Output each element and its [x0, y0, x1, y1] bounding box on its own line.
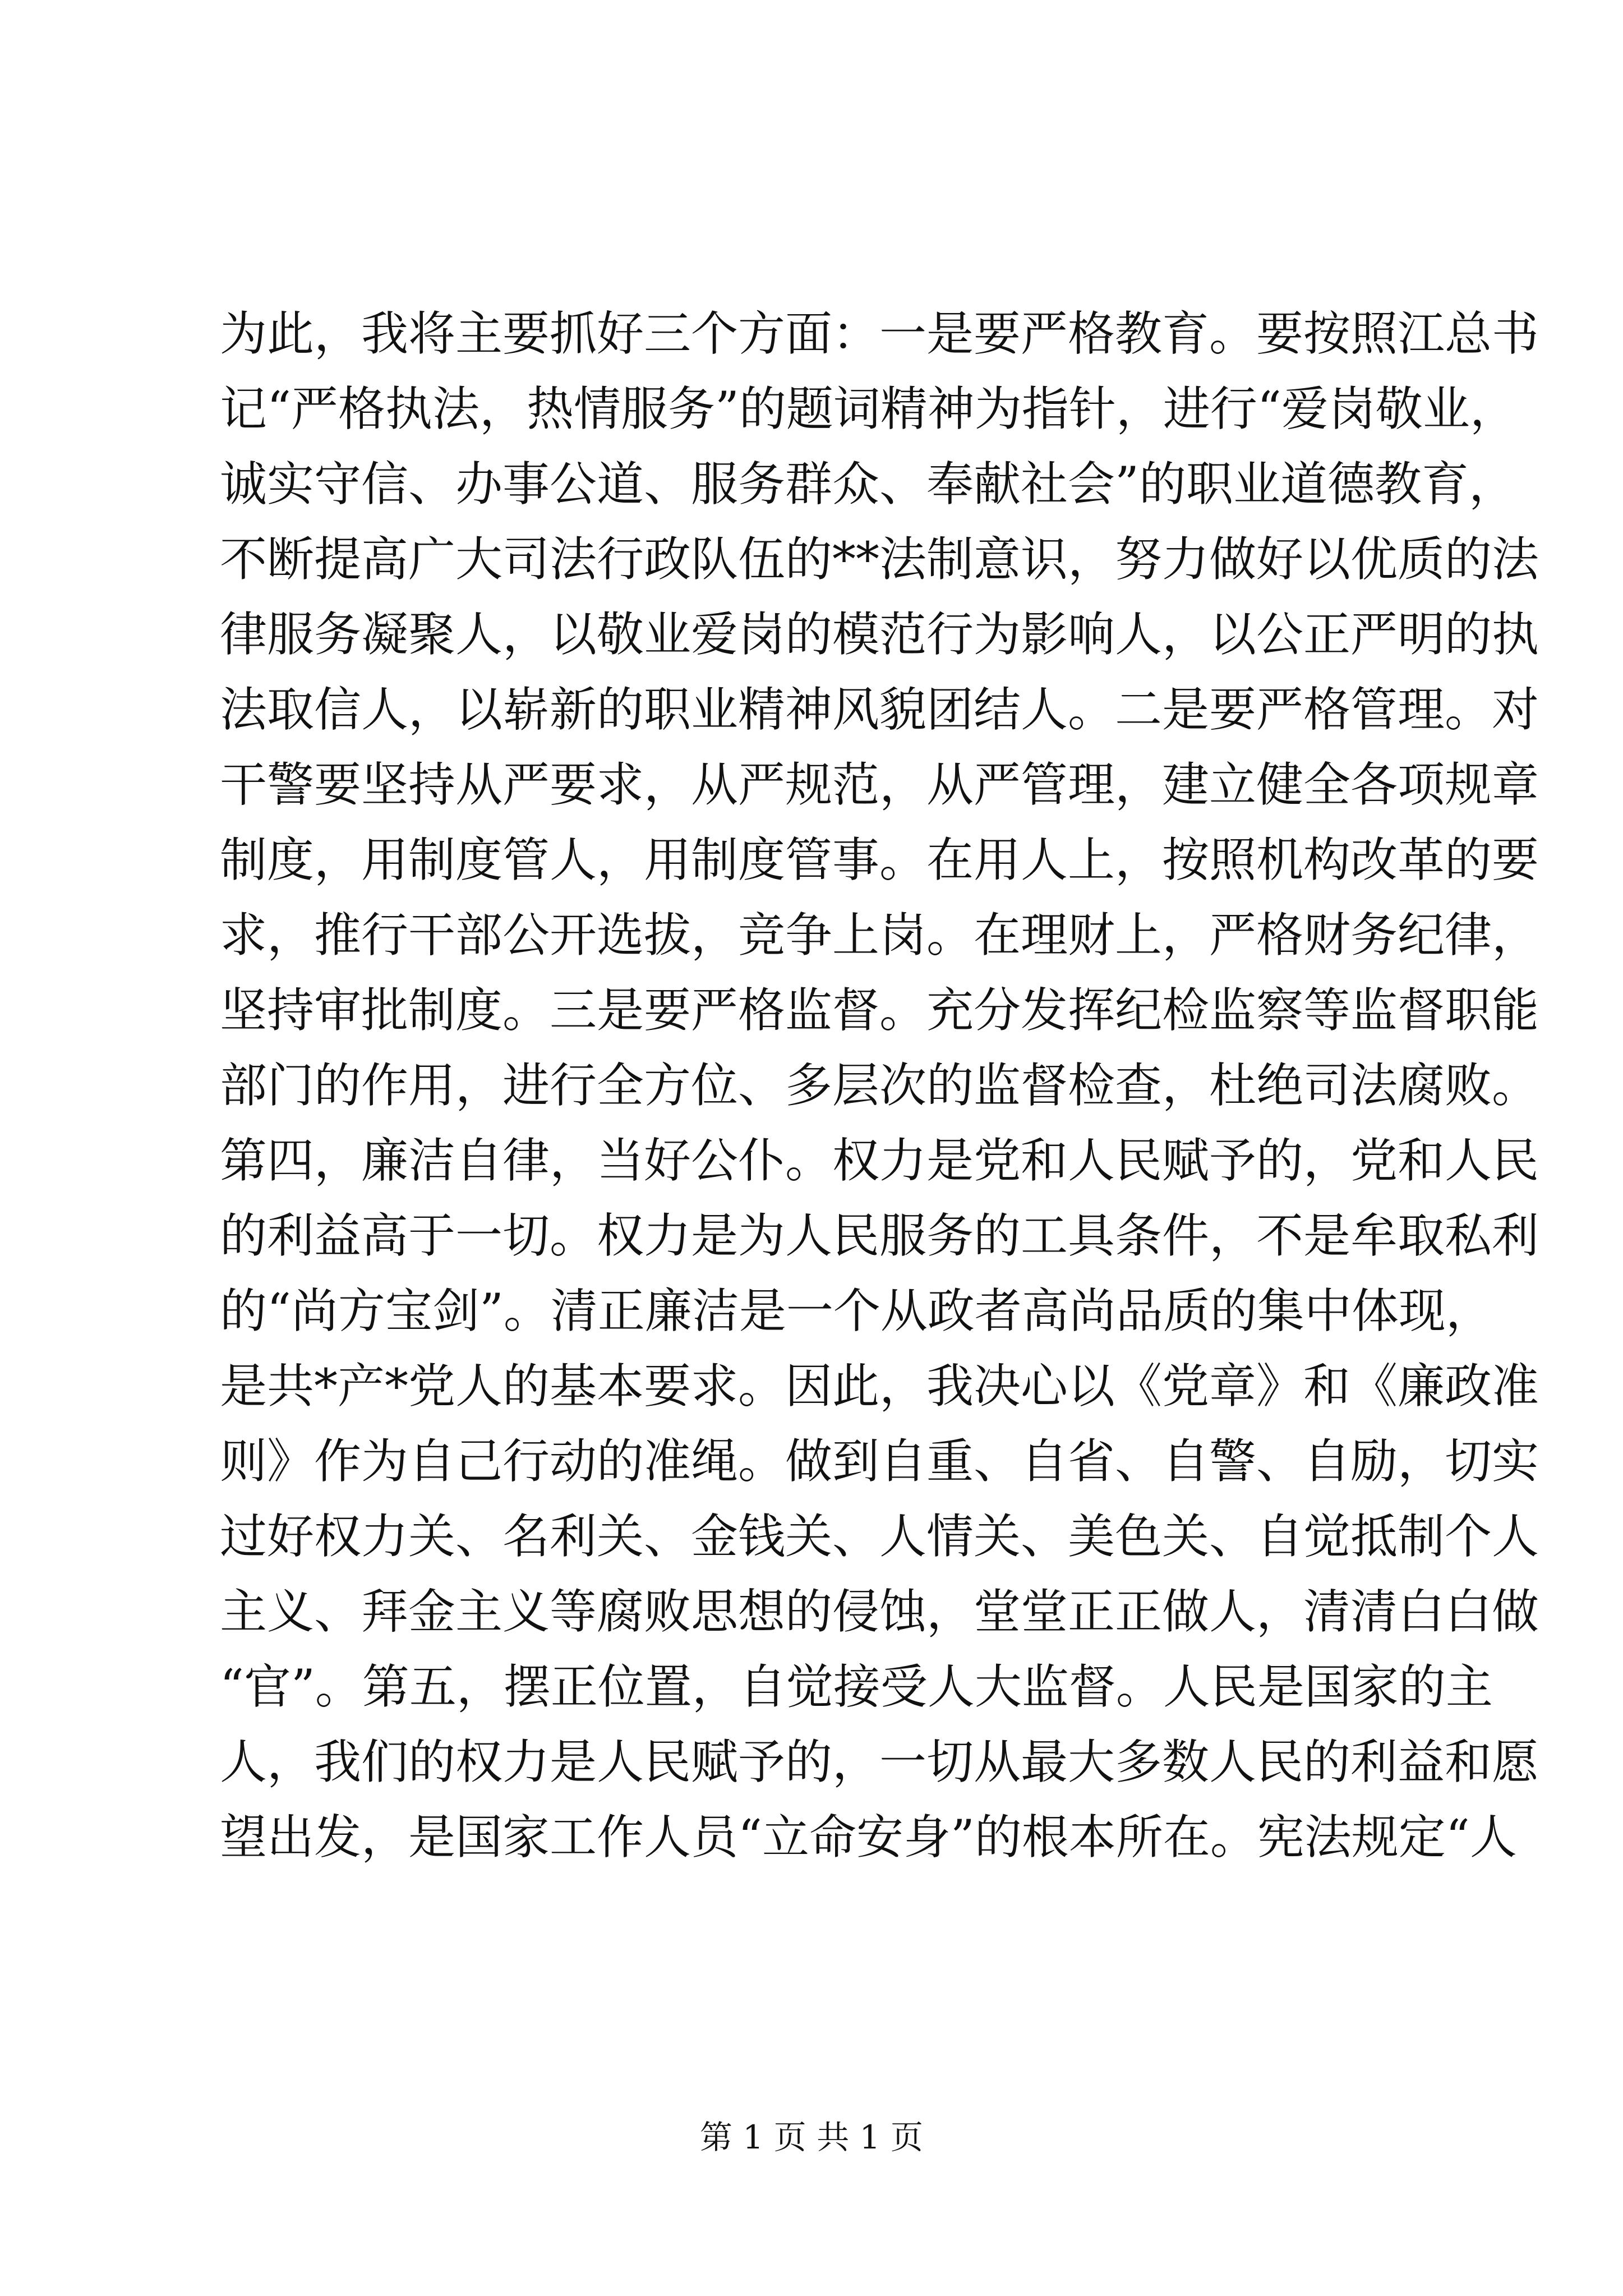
text-line: 过好权力关、名利关、金钱关、人情关、美色关、自觉抵制个人 — [220, 1509, 1539, 1564]
text-line: 律服务凝聚人，以敬业爱岗的模范行为影响人，以公正严明的执 — [220, 607, 1539, 662]
text-line: 部门的作用，进行全方位、多层次的监督检查，杜绝司法腐败。 — [220, 1058, 1539, 1113]
text-line: 第四，廉洁自律，当好公仆。权力是党和人民赋予的，党和人民 — [220, 1133, 1539, 1188]
text-line: 主义、拜金主义等腐败思想的侵蚀，堂堂正正做人，清清白白做 — [220, 1584, 1539, 1639]
text-line: 为此，我将主要抓好三个方面：一是要严格教育。要按照江总书 — [220, 306, 1539, 361]
body-text — [220, 296, 1539, 1875]
text-line: 则》作为自己行动的准绳。做到自重、自省、自警、自励，切实 — [220, 1434, 1539, 1489]
text-line: 法取信人，以崭新的职业精神风貌团结人。二是要严格管理。对 — [220, 682, 1539, 737]
text-line: 诚实守信、办事公道、服务群众、奉献社会”的职业道德教育， — [220, 457, 1516, 512]
text-line: 坚持审批制度。三是要严格监督。充分发挥纪检监察等监督职能 — [220, 983, 1539, 1038]
text-line: 干警要坚持从严要求，从严规范，从严管理，建立健全各项规章 — [220, 757, 1539, 812]
page-footer — [0, 2115, 1623, 2160]
text-line: 记“严格执法，热情服务”的题词精神为指针，进行“爱岗敬业， — [220, 381, 1517, 436]
text-line: 不断提高广大司法行政队伍的**法制意识，努力做好以优质的法 — [220, 532, 1539, 587]
text-line: 制度，用制度管人，用制度管事。在用人上，按照机构改革的要 — [220, 832, 1539, 887]
text-line: 是共*产*党人的基本要求。因此，我决心以《党章》和《廉政准 — [220, 1359, 1539, 1414]
text-line: 的利益高于一切。权力是为人民服务的工具条件，不是牟取私利 — [220, 1208, 1539, 1263]
text-line: “官”。第五，摆正位置，自觉接受人大监督。人民是国家的主 — [220, 1659, 1493, 1714]
text-line: 求，推行干部公开选拔，竞争上岗。在理财上，严格财务纪律， — [220, 908, 1539, 963]
text-line: 望出发，是国家工作人员“立命安身”的根本所在。宪法规定“人 — [220, 1810, 1517, 1865]
text-line: 的“尚方宝剑”。清正廉洁是一个从政者高尚品质的集中体现， — [220, 1283, 1493, 1338]
text-line: 人，我们的权力是人民赋予的，一切从最大多数人民的利益和愿 — [220, 1734, 1539, 1789]
page-number-label: 第 1 页 共 1 页 — [700, 2118, 923, 2156]
